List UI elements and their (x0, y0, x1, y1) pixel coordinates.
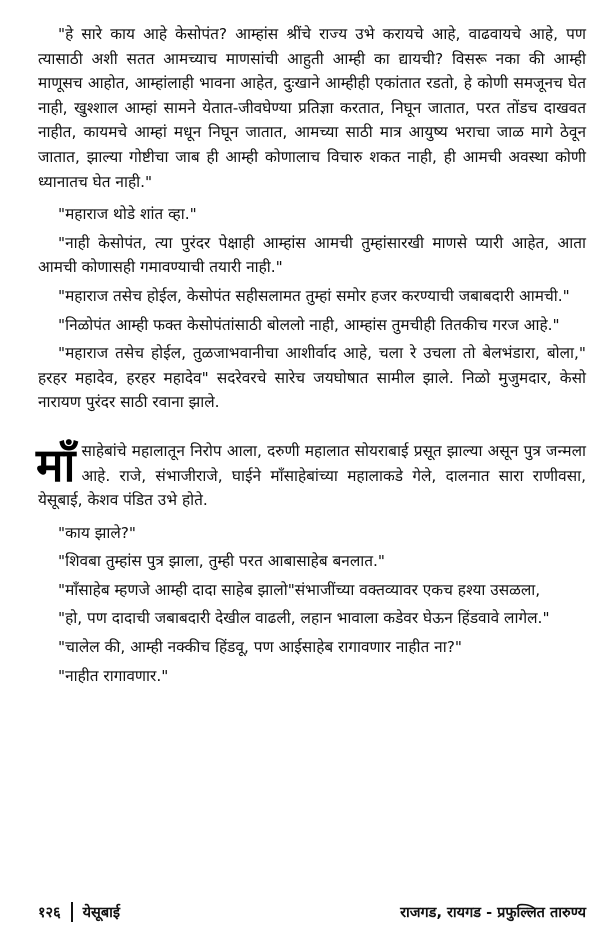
page-number: १२६ (38, 905, 61, 921)
new-section (38, 439, 586, 688)
page-body (38, 22, 586, 692)
dropcap-paragraph-text: साहेबांचे महालातून निरोप आला, दरुणी महालात सोयराबाई प्रसूत झाल्या असून पुत्र जन्मला आहे. राजे, संभाजीराजे, घाईने माँसाहेबांच्या महालाकडे गेले, दालनात सारा राणीवसा, येसूबाई, केशव पंडित उभे होते. (38, 441, 586, 510)
paragraph: "हो, पण दादाची जबाबदारी देखील वाढली, लहान भावाला कडेवर घेऊन हिंडवावे लागेल." (58, 609, 550, 628)
book-title: येसूबाई (82, 905, 120, 921)
paragraph: "शिवबा तुम्हांस पुत्र झाला, तुम्ही परत आबासाहेब बनलात." (58, 552, 386, 571)
paragraph: "निळोपंत आम्ही फक्त केसोपंतांसाठी बोललो नाही, आम्हांस तुमचीही तितकीच गरज आहे." (58, 315, 560, 334)
paragraph: "नाही केसोपंत, त्या पुरंदर पेक्षाही आम्हांस आमची तुम्हांसारखी माणसे प्यारी आहेत, आता आमची कोणासही गमावण्याची तयारी नाही." (38, 233, 586, 277)
paragraph: "महाराज थोडे शांत व्हा." (58, 205, 197, 224)
paragraph: "माँसाहेब म्हणजे आम्ही दादा साहेब झालो"संभाजींच्या वक्तव्यावर एकच हश्या उसळला, (58, 580, 541, 599)
footer-separator (71, 902, 73, 922)
paragraph: "हे सारे काय आहे केसोपंत? आम्हांस श्रींचे राज्य उभे करायचे आहे, वाढवायचे आहे, पण त्यासाठी अशी सतत आमच्याच माणसांची आहुती आम्ही का द्यायची? विसरू नका की आम्ही माणूसच आहोत, आम्हांलाही भावना आहेत, दुःखाने आम्हीही एकांतात रडतो, हे कोणी समजूनच घेत नाही, खुश्शाल आम्हां सामने येतात-जीवघेण्या प्रतिज्ञा करतात, निघून जातात, परत तोंडच दाखवत नाहीत, कायमचे आम्हां मधून निघून जातात, आमच्या साठी मात्र आयुष्य भराचा जाळ मागे ठेवून जातात, झाल्या गोष्टीचा जाब ही आम्ही कोणालाच विचारु शकत नाही, ही आमची अवस्था कोणी ध्यानातच घेत नाही." (38, 25, 586, 191)
dropcap-paragraph (38, 439, 586, 513)
chapter-title: राजगड, रायगड - प्रफुल्लित तारुण्य (400, 905, 586, 921)
footer-left (38, 902, 120, 922)
paragraph: "नाहीत रागावणार." (58, 666, 169, 685)
paragraph: "महाराज तसेच होईल, तुळजाभवानीचा आशीर्वाद आहे, चला रे उचला तो बेलभंडारा, बोला," हरहर महादेव, हरहर महादेव" सदरेवरचे सारेच जयघोषात सामील झाले. निळो मुजुमदार, केसो नारायण पुरंदर साठी रवाना झाले. (38, 344, 586, 412)
drop-cap: माँ (36, 437, 76, 492)
page-footer (38, 902, 586, 928)
paragraph: "चालेल की, आम्ही नक्कीच हिंडवू, पण आईसाहेब रागावणार नाहीत ना?" (58, 638, 462, 657)
paragraph: "महाराज तसेच होईल, केसोपंत सहीसलामत तुम्हां समोर हजर करण्याची जबाबदारी आमची." (58, 286, 570, 305)
paragraph: "काय झाले?" (58, 523, 137, 542)
